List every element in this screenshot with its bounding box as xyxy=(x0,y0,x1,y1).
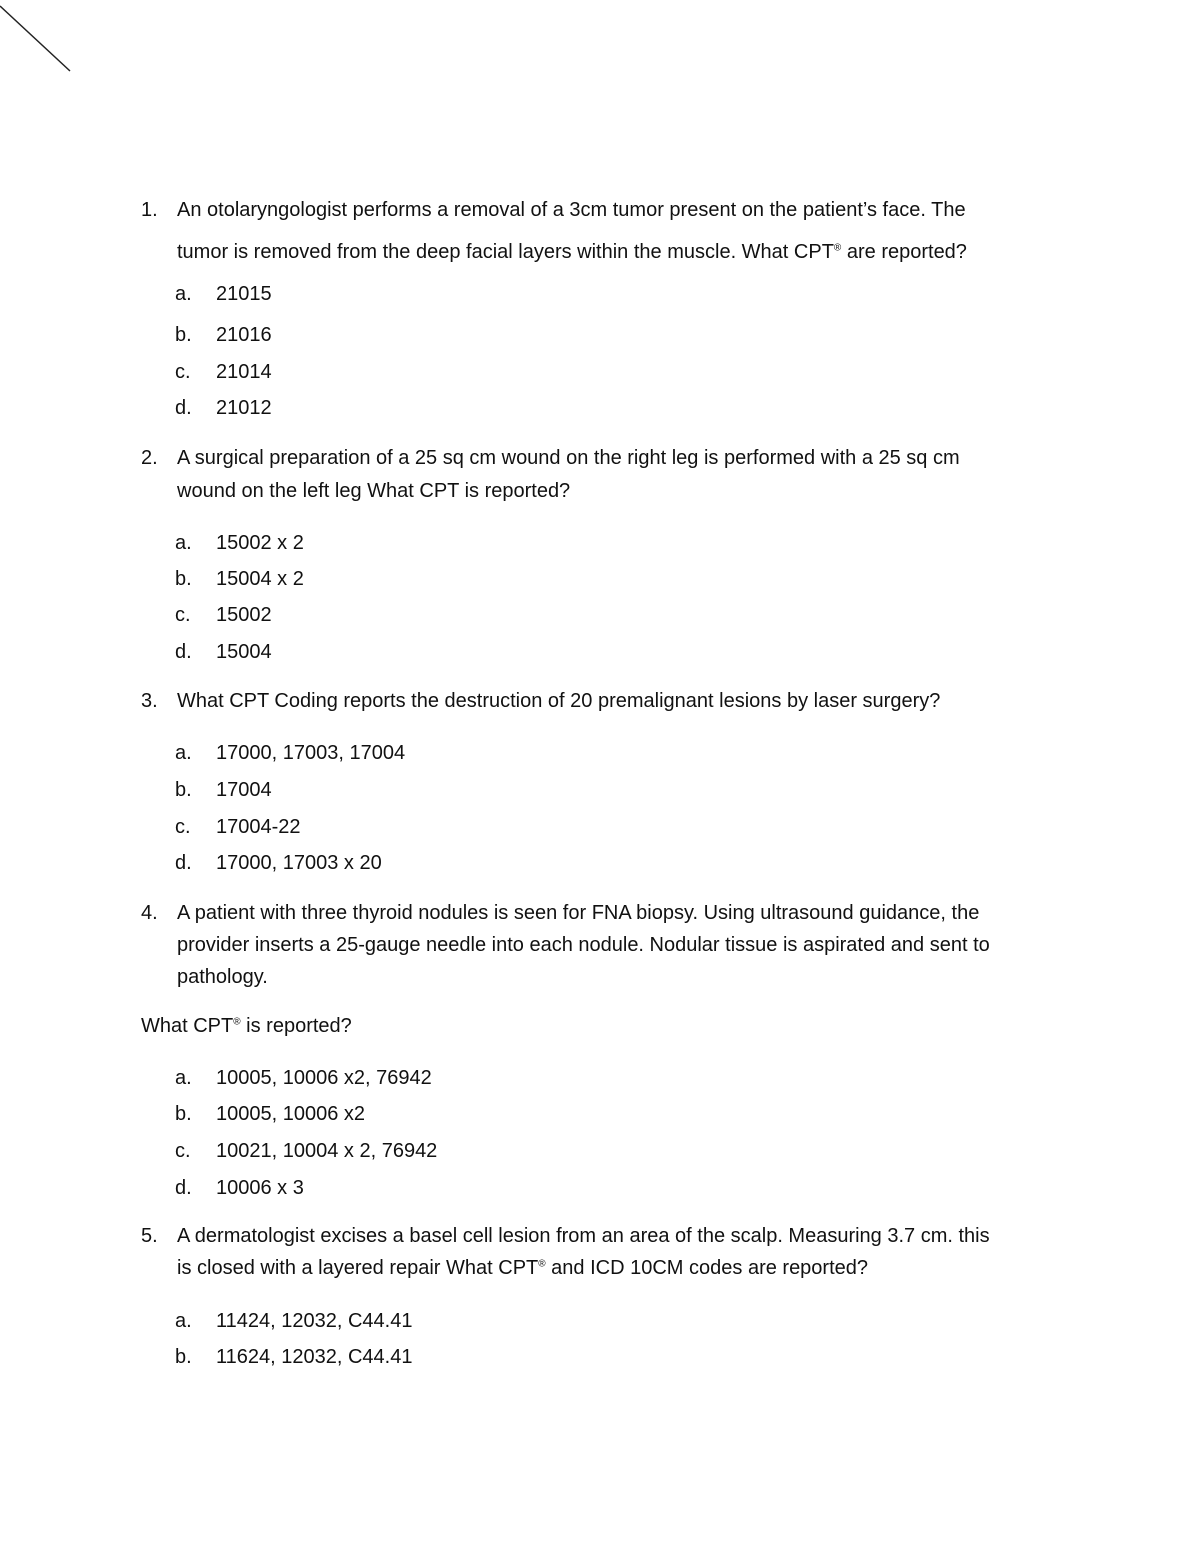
option-letter: b. xyxy=(175,568,192,590)
option-text: 15002 xyxy=(216,604,272,626)
option-letter: a. xyxy=(175,1310,192,1332)
question-text: tumor is removed from the deep facial layers within the muscle. What CPT® are reported? xyxy=(177,241,967,263)
option-text: 21014 xyxy=(216,361,272,383)
question-text: What CPT Coding reports the destruction of 20 premalignant lesions by laser surgery? xyxy=(177,690,941,712)
option-text: 10005, 10006 x2 xyxy=(216,1103,366,1125)
question-text: A patient with three thyroid nodules is seen for FNA biopsy. Using ultrasound guidance, the xyxy=(177,902,980,924)
option-text: 15002 x 2 xyxy=(216,532,304,554)
question-number: 5. xyxy=(141,1225,158,1247)
option-letter: a. xyxy=(175,1067,192,1089)
option-text: 10021, 10004 x 2, 76942 xyxy=(216,1140,438,1162)
option-text: 11624, 12032, C44.41 xyxy=(216,1346,413,1368)
option-letter: c. xyxy=(175,816,191,838)
option-text: 17004-22 xyxy=(216,816,301,838)
question-text: provider inserts a 25-gauge needle into each nodule. Nodular tissue is aspirated and sent to xyxy=(177,934,990,956)
question-text: An otolaryngologist performs a removal of a 3cm tumor present on the patient’s face. The xyxy=(177,199,966,221)
option-text: 15004 xyxy=(216,641,272,663)
question-prompt: What CPT® is reported? xyxy=(141,1015,352,1037)
registered-mark: ® xyxy=(833,242,842,254)
option-letter: d. xyxy=(175,852,192,874)
question-number: 2. xyxy=(141,447,158,469)
registered-mark: ® xyxy=(233,1016,241,1028)
option-letter: c. xyxy=(175,361,191,383)
question-text: pathology. xyxy=(177,966,268,988)
registered-mark: ® xyxy=(538,1258,546,1270)
question-number: 1. xyxy=(141,199,158,221)
option-text: 10005, 10006 x2, 76942 xyxy=(216,1067,432,1089)
option-text: 17000, 17003, 17004 xyxy=(216,742,406,764)
question-number: 4. xyxy=(141,902,158,924)
option-letter: d. xyxy=(175,397,192,419)
option-letter: b. xyxy=(175,779,192,801)
option-letter: d. xyxy=(175,641,192,663)
option-letter: b. xyxy=(175,324,192,346)
option-text: 21015 xyxy=(216,283,272,305)
option-letter: a. xyxy=(175,532,192,554)
option-text: 10006 x 3 xyxy=(216,1177,304,1199)
option-text: 21012 xyxy=(216,397,272,419)
option-text: 17000, 17003 x 20 xyxy=(216,852,382,874)
option-letter: b. xyxy=(175,1346,192,1368)
question-text: wound on the left leg What CPT is reported? xyxy=(177,480,571,502)
option-letter: d. xyxy=(175,1177,192,1199)
option-letter: b. xyxy=(175,1103,192,1125)
question-text: is closed with a layered repair What CPT® and ICD 10CM codes are reported? xyxy=(177,1257,869,1279)
option-letter: a. xyxy=(175,283,192,305)
question-text: A dermatologist excises a basel cell lesion from an area of the scalp. Measuring 3.7 cm. this xyxy=(177,1225,990,1247)
question-number: 3. xyxy=(141,690,158,712)
option-text: 11424, 12032, C44.41 xyxy=(216,1310,413,1332)
option-letter: c. xyxy=(175,604,191,626)
option-letter: c. xyxy=(175,1140,191,1162)
question-text: A surgical preparation of a 25 sq cm wound on the right leg is performed with a 25 sq cm xyxy=(177,447,960,469)
option-text: 17004 xyxy=(216,779,272,801)
option-text: 21016 xyxy=(216,324,272,346)
option-letter: a. xyxy=(175,742,192,764)
option-text: 15004 x 2 xyxy=(216,568,304,590)
